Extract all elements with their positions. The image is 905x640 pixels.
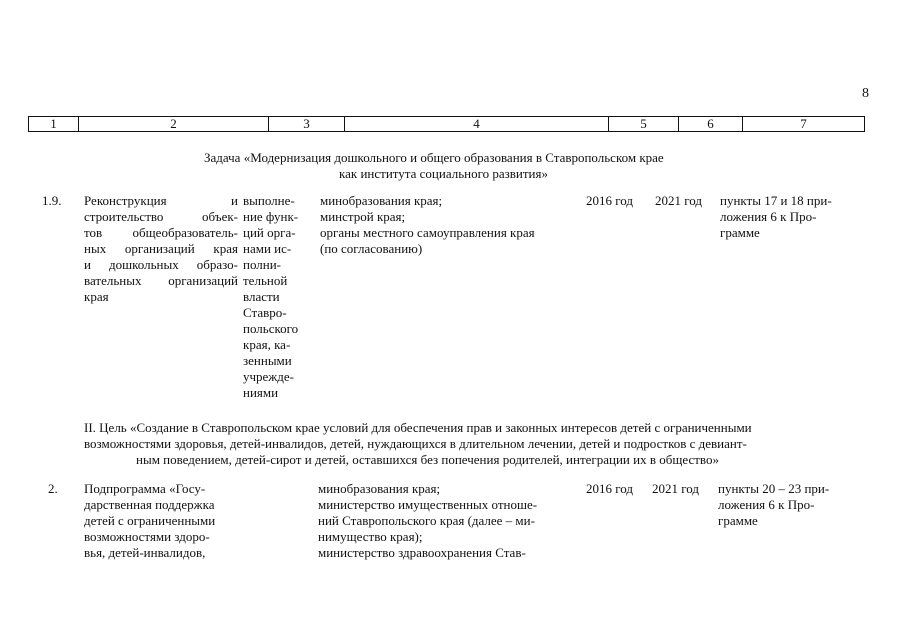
row-1-9-executor-line: учрежде- bbox=[243, 369, 295, 384]
row-2-number: 2. bbox=[48, 481, 58, 496]
row-1-9-name-line: и дошкольных образо- bbox=[84, 257, 238, 272]
column-number-header bbox=[28, 116, 865, 132]
row-1-9-executor-line: ние функ- bbox=[243, 209, 299, 224]
column-number-2: 2 bbox=[79, 117, 269, 132]
row-1-9-name bbox=[84, 193, 238, 305]
row-1-9-executor-line: нами ис- bbox=[243, 241, 292, 256]
row-1-9-name-line: строительство объек- bbox=[84, 209, 238, 224]
row-2-start-year: 2016 год bbox=[586, 481, 633, 496]
task-heading-line-2: как института социального развития» bbox=[339, 166, 548, 181]
row-1-9-name-line: тов общеобразователь- bbox=[84, 225, 238, 240]
row-1-9-executor-line: Ставро- bbox=[243, 305, 287, 320]
row-2-indicators bbox=[718, 481, 860, 529]
row-1-9-responsible-line: органы местного самоуправления края bbox=[320, 225, 535, 240]
column-number-1: 1 bbox=[29, 117, 79, 132]
row-2-responsible bbox=[318, 481, 580, 561]
row-2-name-line: Подпрограмма «Госу- bbox=[84, 481, 206, 496]
column-number-5: 5 bbox=[609, 117, 679, 132]
row-1-9-executor-line: зенными bbox=[243, 353, 292, 368]
row-2-responsible-line: министерство имущественных отноше- bbox=[318, 497, 538, 512]
row-1-9-responsible-line: (по согласованию) bbox=[320, 241, 423, 256]
row-2-name-line: возможностями здоро- bbox=[84, 529, 210, 544]
page-number: 8 bbox=[862, 86, 869, 101]
row-2-indicator-line: ложения 6 к Про- bbox=[718, 497, 815, 512]
row-1-9-indicator-line: грамме bbox=[720, 225, 760, 240]
row-1-9-responsible-line: минстрой края; bbox=[320, 209, 406, 224]
row-1-9-name-line: Реконструкция и bbox=[84, 193, 238, 208]
row-1-9-executor-line: польского bbox=[243, 321, 299, 336]
row-1-9-responsible bbox=[320, 193, 580, 257]
row-2-responsible-line: министерство здравоохранения Став- bbox=[318, 545, 526, 560]
row-1-9-indicator-line: пункты 17 и 18 при- bbox=[720, 193, 832, 208]
row-1-9-name-line: края bbox=[84, 289, 109, 304]
row-2-responsible-line: нимущество края); bbox=[318, 529, 423, 544]
row-1-9-executor-line: выполне- bbox=[243, 193, 295, 208]
row-1-9-executor-line: полни- bbox=[243, 257, 282, 272]
task-heading-line-1: Задача «Модернизация дошкольного и общего образования в Ставропольском крае bbox=[204, 150, 664, 165]
row-2-responsible-line: ний Ставропольского края (далее – ми- bbox=[318, 513, 535, 528]
column-number-6: 6 bbox=[679, 117, 743, 132]
row-1-9-indicator-line: ложения 6 к Про- bbox=[720, 209, 817, 224]
goal-heading-line-2: возможностями здоровья, детей-инвалидов, детей, нуждающихся в длительном лечении, детей и подростков с девиант- bbox=[84, 436, 747, 451]
row-2-name-line: детей с ограниченными bbox=[84, 513, 216, 528]
row-1-9-end-year: 2021 год bbox=[655, 193, 702, 208]
row-1-9-name-line: ных организаций края bbox=[84, 241, 238, 256]
row-1-9-responsible-line: минобразования края; bbox=[320, 193, 443, 208]
row-1-9-executor-form bbox=[243, 193, 315, 401]
row-2-indicator-line: пункты 20 – 23 при- bbox=[718, 481, 830, 496]
row-1-9-start-year: 2016 год bbox=[586, 193, 633, 208]
row-1-9-name-line: вательных организаций bbox=[84, 273, 238, 288]
row-1-9-executor-line: власти bbox=[243, 289, 280, 304]
row-1-9-number: 1.9. bbox=[42, 193, 62, 208]
row-1-9-indicators bbox=[720, 193, 860, 241]
column-number-4: 4 bbox=[345, 117, 609, 132]
row-1-9-executor-line: тельной bbox=[243, 273, 288, 288]
row-2-end-year: 2021 год bbox=[652, 481, 699, 496]
row-1-9-executor-line: края, ка- bbox=[243, 337, 291, 352]
row-2-name-line: вья, детей-инвалидов, bbox=[84, 545, 206, 560]
row-2-name-line: дарственная поддержка bbox=[84, 497, 215, 512]
row-2-responsible-line: минобразования края; bbox=[318, 481, 441, 496]
goal-heading-line-1: II. Цель «Создание в Ставропольском крае условий для обеспечения прав и законных интересов детей с ограниченными bbox=[84, 420, 752, 435]
column-number-3: 3 bbox=[269, 117, 345, 132]
row-1-9-executor-line: ниями bbox=[243, 385, 279, 400]
goal-heading-line-3: ным поведением, детей-сирот и детей, оставшихся без попечения родителей, интеграции их в общество» bbox=[136, 452, 719, 467]
row-2-name bbox=[84, 481, 238, 561]
column-number-7: 7 bbox=[743, 117, 865, 132]
row-2-indicator-line: грамме bbox=[718, 513, 758, 528]
row-1-9-executor-line: ций орга- bbox=[243, 225, 296, 240]
